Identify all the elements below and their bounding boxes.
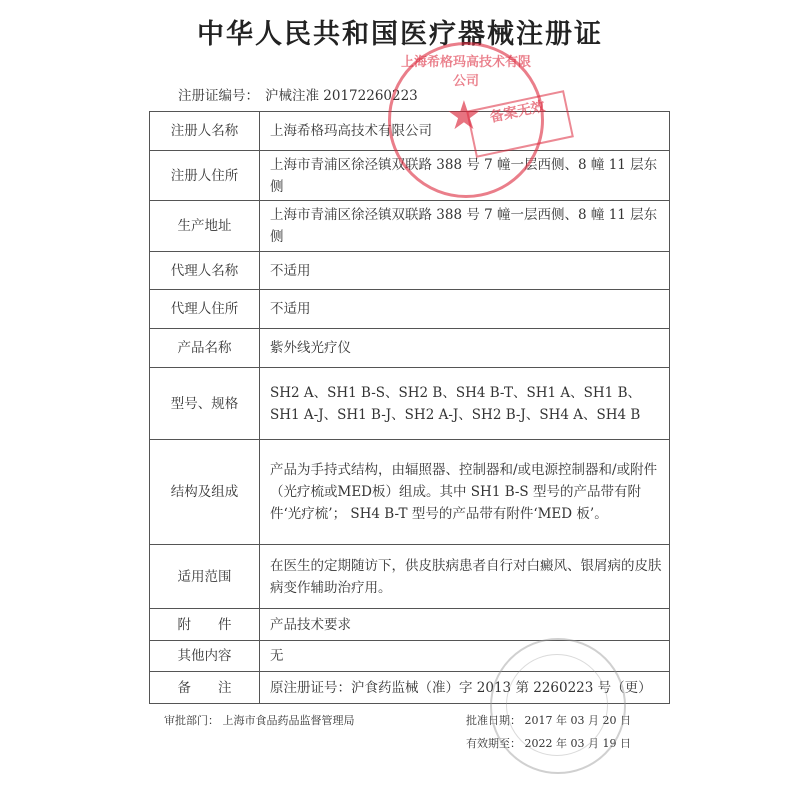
approval-authority: 审批部门： 上海市食品药品监督管理局 [164,714,355,727]
row-value: 不适用 [260,252,670,290]
row-value: 紫外线光疗仪 [260,329,670,368]
table-row [150,112,670,151]
star-icon: ★ [446,93,482,139]
row-label: 注册人住所 [150,151,260,201]
table-row [150,440,670,545]
table-row [150,290,670,329]
table-row [150,252,670,290]
row-value: 无 [260,641,670,672]
registration-number [178,84,418,104]
row-label: 附 件 [150,609,260,641]
table-row [150,609,670,641]
row-label: 型号、规格 [150,368,260,440]
table-row [150,201,670,252]
row-label: 产品名称 [150,329,260,368]
document-title: 中华人民共和国医疗器械注册证 [197,19,603,50]
row-value: 不适用 [260,290,670,329]
row-label: 注册人名称 [150,112,260,151]
registration-number-label: 注册证编号： [178,88,259,104]
row-value: 产品为手持式结构，由辐照器、控制器和/或电源控制器和/或附件（光疗梳或MED板）组成。其中 SH1 B-S 型号的产品带有附件‘光疗梳’； SH4 B-T 型号的产品带有附件‘MED 板’。 [260,440,670,545]
row-label: 生产地址 [150,201,260,252]
table-row [150,545,670,609]
certificate-table [149,111,670,704]
row-value: 上海市青浦区徐泾镇双联路 388 号 7 幢一层西侧、8 幢 11 层东侧 [260,201,670,252]
row-value: SH2 A、SH1 B-S、SH2 B、SH4 B-T、SH1 A、SH1 B、SH1 A-J、SH1 B-J、SH2 A-J、SH2 B-J、SH4 A、SH4 B [260,368,670,440]
row-label: 结构及组成 [150,440,260,545]
filing-stamp-text: 备案无效 [488,98,547,126]
company-seal-text: 上海希格玛高技术有限公司 [401,55,532,89]
row-label: 备 注 [150,672,260,704]
row-label: 代理人住所 [150,290,260,329]
row-label: 其他内容 [150,641,260,672]
row-label: 适用范围 [150,545,260,609]
table-row [150,368,670,440]
table-row [150,672,670,704]
table-row [150,641,670,672]
approval-date: 批准日期： 2017 年 03 月 20 日 [466,714,631,727]
table-row [150,151,670,201]
row-label: 代理人名称 [150,252,260,290]
table-row [150,329,670,368]
registration-number-value: 沪械注准 20172260223 [265,88,418,104]
valid-until: 有效期至： 2022 年 03 月 19 日 [466,737,631,750]
row-value: 原注册证号：沪食药监械（准）字 2013 第 2260223 号（更） [260,672,670,704]
row-value: 上海市青浦区徐泾镇双联路 388 号 7 幢一层西侧、8 幢 11 层东侧 [260,151,670,201]
row-value: 在医生的定期随访下，供皮肤病患者自行对白癜风、银屑病的皮肤病变作辅助治疗用。 [260,545,670,609]
row-value: 产品技术要求 [260,609,670,641]
row-value: 上海希格玛高技术有限公司 [260,112,670,151]
